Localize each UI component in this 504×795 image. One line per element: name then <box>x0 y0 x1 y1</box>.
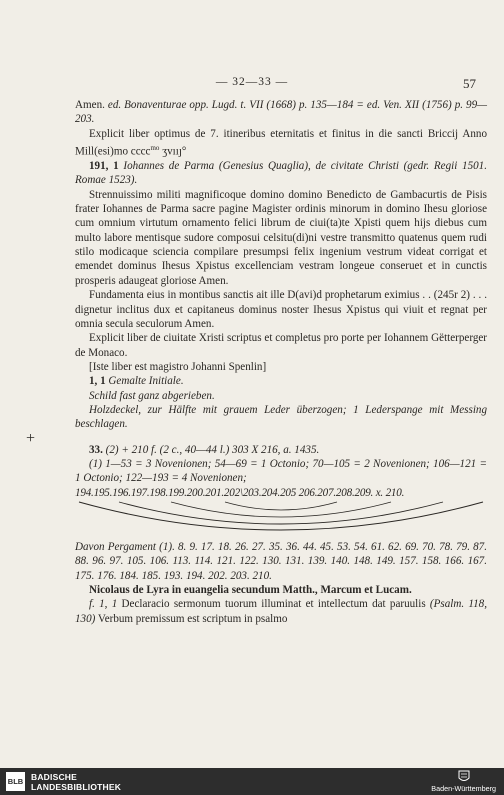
entry-33-heading <box>75 443 487 457</box>
text-body <box>75 98 487 626</box>
text-run: 1, 1 <box>89 375 109 388</box>
margin-plus-mark: + <box>26 430 36 447</box>
blb-logo-icon: BLB <box>6 772 25 791</box>
foliation-brackets <box>75 500 487 540</box>
dedication-paragraph: Strennuissimo militi magnificoque domino domino Benedicto de Gambacurtis de Pisis frater Iohannes de Parma sacre pagine Magister ordinis minorum in domino Ihesu gloriose cum omnium virtutum ornamento felici librum de ciui(ta)te Xpisti quem hijs diebus cum multo labore mentisque sudore composui celsitu(di)ni vestre transmitto quatenus quem rudi stilo modicaque sciencia compilare presumpsi felix ingenium vestrum videat corrigat et emendet dominus Ihesus Xpistus excellenciam vestram longeue conseruet et in cunctis prosperis adaugeat gloriose Amen. <box>75 188 487 287</box>
work-title: Nicolaus de Lyra in euangelia secundum Matth., Marcum et Lucam. <box>89 584 412 596</box>
text-run: (Psalm. 118, 130) <box>75 598 487 625</box>
library-name-line1: BADISCHE <box>31 772 77 782</box>
parchment-leaves: Davon Pergament (1). 8. 9. 17. 18. 26. 27. 35. 36. 44. 45. 53. 54. 61. 62. 69. 70. 78. 79. 87. 88. 96. 97. 105. 106. 113. 114. 121. 122. 130. 131. 139. 140. 148. 149. 157. 158. 166. 167. 175. 176. 184. 185. 193. 194. 202. 203. 210. <box>75 540 487 582</box>
header-page-range: — 32—33 — <box>215 76 289 88</box>
text-run: ed. Bonaventurae opp. Lugd. t. VII (1668) p. 135—184 = ed. Ven. XII (1756) p. 99—203. <box>75 99 487 126</box>
explicit-paragraph <box>75 127 487 159</box>
bw-crest-icon <box>458 770 470 784</box>
running-header <box>0 76 504 92</box>
text-run: Iohannes de Parma (Genesius Quaglia), de civitate Christi (gedr. Regii 1501. Romae 1523). <box>75 160 487 187</box>
work-heading <box>75 159 487 188</box>
text-run: ʒvııȷ° <box>159 145 187 158</box>
text-run: Verbum premissum est scriptum in psalmo <box>95 612 288 625</box>
library-name <box>31 772 121 792</box>
partner-name: Baden-Württemberg <box>431 784 496 793</box>
text-run: Explicit liber optimus de 7. itineribus eternitatis et finitus in die sancti Briccij Anno Mill(esi)mo cccc <box>75 127 487 158</box>
ownership-note: [Iste liber est magistro Johanni Spenlin] <box>89 360 267 373</box>
scribe-explicit: Explicit liber de ciuitate Xristi scriptus et completus pro porte per Iohannem Gëtterperger de Monaco. <box>75 332 487 359</box>
incipit-line <box>75 597 487 626</box>
binding-note: Holzdeckel, zur Hälfte mit grauem Leder überzogen; 1 Lederspange mit Messing beschlagen. <box>75 403 487 431</box>
initial-note <box>75 374 487 388</box>
text-run: 191, 1 <box>89 160 124 173</box>
edition-note <box>75 98 487 127</box>
text-run: f. 1, 1 <box>89 598 122 611</box>
library-name-line2: LANDESBIBLIOTHEK <box>31 782 122 792</box>
footer-bar <box>0 768 504 795</box>
foliation-line: 194.195.196.197.198.199.200.201.202\203.204.205 206.207.208.209. x. 210. <box>75 486 405 499</box>
collation-line: (1) 1—53 = 3 Novenionen; 54—69 = 1 Octonio; 70—105 = 2 Novenionen; 106—121 = 1 Octonio; 122—193 = 4 Novenionen; <box>75 457 487 485</box>
text-run: Declaracio sermonum tuorum illuminat et intellectum dat paruulis <box>121 598 430 611</box>
text-run: mo <box>150 144 160 153</box>
fundamenta-paragraph: Fundamenta eius in montibus sanctis ait ille D(avi)d prophetarum eximius . . (245r 2) . . . dignetur inclitus dux et capitaneus dominus noster Ihesus Xpistus qui viuit et regnat per omnia secula seculorum Amen. <box>75 289 487 330</box>
text-run: 33. <box>89 443 106 456</box>
page-number: 57 <box>463 76 476 91</box>
text-run: Gemalte Initiale. <box>108 375 184 388</box>
spacer <box>75 432 487 443</box>
shield-note: Schild fast ganz abgerieben. <box>89 389 215 402</box>
text-run: Amen. <box>75 99 108 111</box>
text-run: (2) + 210 f. (2 c., 40—44 l.) 303 X 216, a. 1435. <box>105 443 320 456</box>
